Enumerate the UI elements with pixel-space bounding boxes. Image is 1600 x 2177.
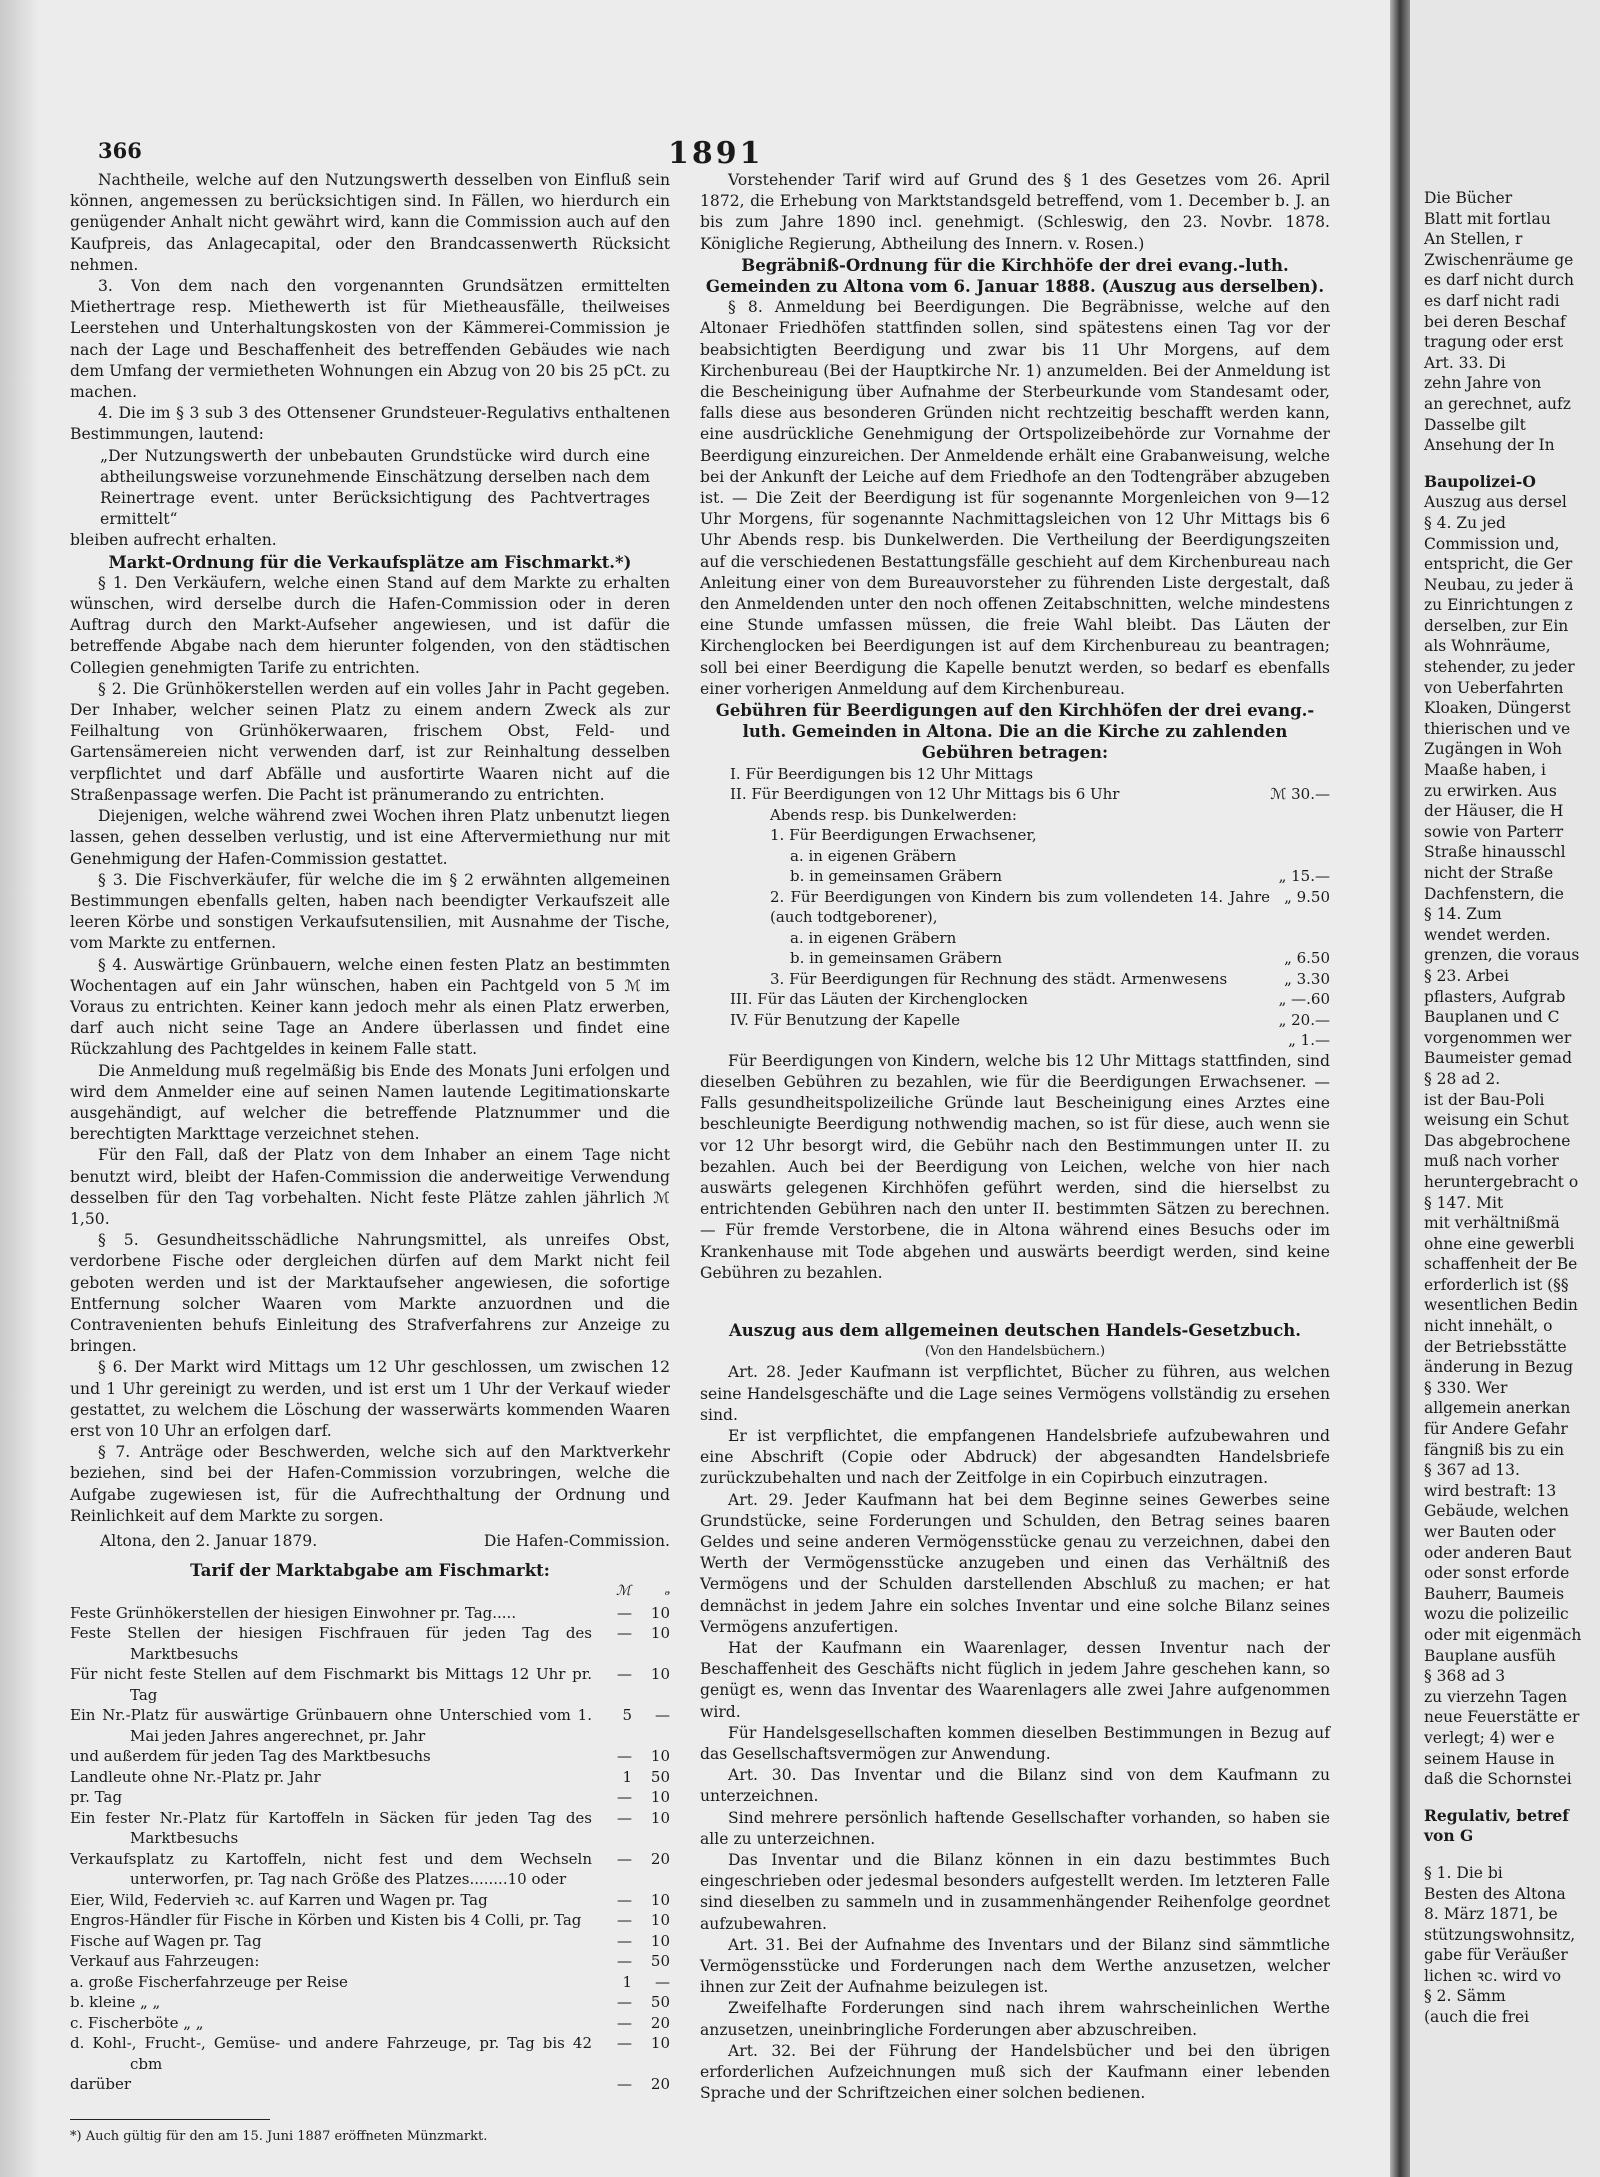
right-page-line: ohne eine gewerbli <box>1424 1234 1575 1253</box>
fees-paragraph: Für Beerdigungen von Kindern, welche bis 12 Uhr Mittags stattfinden, sind dieselben Gebühren zu bezahlen, wie für die Beerdigungen Erwachsener. — Falls gesundheitspolizeiliche Gründe laut Bescheinigung eines Arztes eine beschleunigte Beerdigung nothwendig machen, so ist für diese, auch wenn sie vor 12 Uhr besorgt wird, die Gebühr nach den Bestimmungen unter II. zu bezahlen. Auch bei der Beerdigung von Leichen, welche von hier nach auswärts gelegenen Kirchhöfen geführt werden, sind die hierselbst zu entrichtenden Gebühren nach den unter II. bestimmten Sätzen zu berechnen. — Für fremde Verstorbene, die in Altona während eines Besuchs oder im Krankenhause mit Tode abgehen und auswärts beerdigt werden, sind keine Gebühren zu bezahlen. <box>700 1051 1330 1282</box>
right-page-fragment <box>1410 0 1600 2177</box>
fees-heading: Gebühren für Beerdigungen auf den Kirchhöfen der drei evang.-luth. Gemeinden in Altona. Die an die Kirche zu zahlenden Gebühren betragen: <box>715 701 1315 763</box>
tarif-item: Engros-Händler für Fische in Körben und Kisten bis 4 Colli, pr. Tag <box>70 1911 582 1930</box>
fee-amount: ℳ 30.— <box>1270 785 1330 804</box>
tarif-mark: — <box>617 2013 632 2032</box>
right-page-line <box>1424 1790 1600 1806</box>
tarif-pfennig: 20 <box>650 2075 670 2094</box>
tarif-item: Fische auf Wagen pr. Tag <box>70 1931 262 1950</box>
right-page-line: wendet werden. <box>1424 925 1551 944</box>
right-page-line: thierischen und ve <box>1424 719 1571 738</box>
right-page-line: zehn Jahre von <box>1424 374 1542 393</box>
right-page-line: wesentlichen Bedin <box>1424 1296 1578 1315</box>
tarif-mark: — <box>617 1747 632 1766</box>
tarif-mark: 1 <box>622 1972 632 1991</box>
fee-item: IV. Für Benutzung der Kapelle <box>730 1010 961 1029</box>
tarif-pfennig: 10 <box>650 1808 670 1827</box>
right-page-line: der Betriebsstätte <box>1424 1337 1567 1356</box>
fee-item: a. in eigenen Gräbern <box>790 928 957 947</box>
tarif-pfennig: 10 <box>650 2034 670 2053</box>
fee-item: III. Für das Läuten der Kirchenglocken <box>730 990 1028 1009</box>
fee-item: a. in eigenen Gräbern <box>790 846 957 865</box>
right-page-line: änderung in Bezug <box>1424 1358 1574 1377</box>
right-page-line: es darf nicht radi <box>1424 291 1560 310</box>
tarif-mark: 1 <box>622 1767 632 1786</box>
tarif-item: c. Fischerböte „ „ <box>70 2013 204 2032</box>
tarif-mark: — <box>617 1931 632 1950</box>
right-page-line: sowie von Parterr <box>1424 822 1564 841</box>
right-page-line: Bauplanen und C <box>1424 1008 1560 1027</box>
right-page-line: Kloaken, Düngerst <box>1424 699 1571 718</box>
tarif-item: darüber <box>70 2075 132 2094</box>
tarif-col-mark: ℳ <box>616 1583 631 1600</box>
right-page-line: stehender, zu jeder <box>1424 658 1575 677</box>
tarif-row <box>70 1787 670 1808</box>
hgb-paragraph: Art. 32. Bei der Führung der Handelsbücher und bei den übrigen erforderlichen Aufzeichnungen muß sich der Kaufmann einer lebenden Sprache und der Schriftzeichen einer solchen bedienen. <box>700 2041 1330 2103</box>
tarif-pfennig: 50 <box>650 1952 670 1971</box>
intro-paragraph: Nachtheile, welche auf den Nutzungswerth desselben von Einfluß sein können, angemessen zu berücksichtigen sind. In Fällen, wo hierdurch ein genügender Anhalt nicht gewährt wird, kann die Commission auch auf den Kaufpreis, das Anlagecapital, oder den Brandcassenwerth Rücksicht nehmen. <box>70 171 670 274</box>
fee-amount: „ —.60 <box>1278 990 1330 1009</box>
left-column <box>70 170 670 2147</box>
tarif-pfennig: 50 <box>650 1993 670 2012</box>
hgb-heading: Auszug aus dem allgemeinen deutschen Handels-Gesetzbuch. <box>728 1320 1302 1340</box>
fee-amount: „ 6.50 <box>1284 949 1330 968</box>
hgb-paragraph: Sind mehrere persönlich haftende Gesellschafter vorhanden, so haben sie alle zu unterzeichnen. <box>700 1808 1330 1848</box>
right-page-line: ist der Bau-Poli <box>1424 1090 1545 1109</box>
right-page-line: mit verhältnißmä <box>1424 1214 1560 1233</box>
right-page-line: weisung ein Schut <box>1424 1111 1569 1130</box>
fee-amount: „ 9.50 <box>1284 887 1330 906</box>
tarif-row <box>70 2033 670 2074</box>
hgb-paragraph: Zweifelhafte Forderungen sind nach ihrem wahrscheinlichen Werthe anzusetzen, uneinbringliche Forderungen aber abzuschreiben. <box>700 1999 1330 2039</box>
tarif-row <box>70 1664 670 1705</box>
tarif-approval-note: Vorstehender Tarif wird auf Grund des § 1 des Gesetzes vom 26. April 1872, die Erhebung von Marktstandsgeld betreffend, vom 1. December b. J. an bis zum Jahre 1890 incl. genehmigt. (Schleswig, den 23. Novbr. 1878. Königliche Regierung, Abtheilung des Innern. v. Rosen.) <box>700 171 1330 253</box>
begraebnis-heading: Begräbniß-Ordnung für die Kirchhöfe der drei evang.-luth. Gemeinden zu Altona vom 6. Januar 1888. (Auszug aus derselben). <box>705 255 1325 297</box>
right-page-line: Besten des Altona <box>1424 1884 1566 1903</box>
right-page-line: § 367 ad 13. <box>1424 1461 1520 1480</box>
tarif-mark: — <box>617 1952 632 1971</box>
tarif-pfennig: 10 <box>650 1788 670 1807</box>
right-page-line: § 2. Sämm <box>1424 1987 1506 2006</box>
right-page-line: Bauplane ausfüh <box>1424 1646 1556 1665</box>
signature-line <box>70 1531 670 1552</box>
tarif-item: Ein Nr.-Platz für auswärtige Grünbauern ohne Unterschied vom 1. Mai jeden Jahres angerechnet, pr. Jahr <box>70 1706 592 1745</box>
right-page-line: wozu die polizeilic <box>1424 1605 1569 1624</box>
hgb-paragraph: Art. 28. Jeder Kaufmann ist verpflichtet, Bücher zu führen, aus welchen seine Handelsgeschäfte und die Lage seines Vermögens vollständig zu ersehen sind. <box>700 1363 1330 1424</box>
tarif-mark: — <box>617 1665 632 1684</box>
tarif-row <box>70 1931 670 1952</box>
year-header: 1891 <box>668 136 764 171</box>
right-page-line: 8. März 1871, be <box>1424 1905 1558 1924</box>
right-page-line: Zugängen in Woh <box>1424 740 1562 759</box>
begraebnis-paragraph: § 8. Anmeldung bei Beerdigungen. Die Begräbnisse, welche auf den Altonaer Friedhöfen stattfinden sollen, sind spätestens einen Tag vor der beabsichtigten Beerdigung und zwar bis 11 Uhr Morgens, auf dem Kirchenbureau (Bei der Hauptkirche Nr. 1) anzumelden. Bei der Anmeldung ist die Bescheinigung über Aufnahme der Sterbeurkunde vom Standesamt oder, falls diese aus besonderen Gründen nicht rechtzeitig beschafft werden kann, eine ausdrückliche Genehmigung der Ortspolizeibehörde zur Vornahme der Beerdigung einzureichen. Der Anmeldende erhält eine Grabanweisung, welche bei der Ankunft der Leiche auf dem Friedhofe an den Todtengräber abzugeben ist. — Die Zeit der Beerdigung ist für sogenannte Morgenleichen von 9—12 Uhr Morgens, für sogenannte Nachmittagsleichen von 12 Uhr Mittags bis 6 Uhr Abends resp. bis Dunkelwerden. Die Vertheilung der Beerdigungszeiten auf die verschiedenen Bestattungsfälle geschieht auf dem Kirchenbureau nach Anleitung einer von dem Bureauvorsteher zu führenden Liste dergestalt, daß den Anmeldenden unter den noch offenen Zeitabschnitten, welche mindestens eine Stunde umfassen müssen, die freie Wahl bleibt. Das Läuten der Kirchenglocken bei Beerdigungen ist auf dem Kirchenbureau zu beantragen; soll bei einer Beerdigung die Kapelle benutzt werden, so bedarf es ebenfalls einer vorherigen Anmeldung auf dem Kirchenbureau. <box>700 298 1330 698</box>
tarif-item: Feste Grünhökerstellen der hiesigen Einwohner pr. Tag..... <box>70 1603 517 1622</box>
right-page-line: neue Feuerstätte er <box>1424 1708 1580 1727</box>
fee-row <box>700 989 1330 1010</box>
tarif-row <box>70 1849 670 1890</box>
markt-paragraph: § 7. Anträge oder Beschwerden, welche sich auf den Marktverkehr beziehen, sind bei der Hafen-Commission vorzubringen, welche die Aufgabe zugewiesen ist, für die Aufrechthaltung der Ordnung und Reinlichkeit auf dem Markte zu sorgen. <box>70 1443 670 1525</box>
intro-paragraph: 4. Die im § 3 sub 3 des Ottensener Grundsteuer-Regulativs enthaltenen Bestimmungen, lautend: <box>70 404 670 444</box>
tarif-pfennig: 50 <box>650 1767 670 1786</box>
fee-row <box>700 764 1330 785</box>
tarif-mark: — <box>617 1993 632 2012</box>
right-page-line: gabe für Veräußer <box>1424 1946 1568 1965</box>
tarif-pfennig: 10 <box>650 1624 670 1643</box>
fee-row <box>700 928 1330 949</box>
right-page-line: entspricht, die Ger <box>1424 555 1573 574</box>
fee-amount: „ 15.— <box>1278 867 1330 886</box>
right-page-line: oder anderen Baut <box>1424 1543 1572 1562</box>
right-page-line: Zwischenräume ge <box>1424 250 1574 269</box>
tarif-pfennig: — <box>655 1972 670 1991</box>
right-page-line: tragung oder erst <box>1424 333 1564 352</box>
right-page-line: Dachfenstern, die <box>1424 884 1564 903</box>
right-page-lines <box>1424 188 1600 2028</box>
markt-ordnung-paragraphs <box>70 573 670 1527</box>
right-page-line: zu erwirken. Aus <box>1424 781 1557 800</box>
tarif-item: Verkauf aus Fahrzeugen: <box>70 1952 260 1971</box>
right-page-line: heruntergebracht o <box>1424 1172 1579 1191</box>
right-page-line: nicht innehält, o <box>1424 1317 1553 1336</box>
hgb-paragraph: Art. 31. Bei der Aufnahme des Inventars und der Bilanz sind sämmtliche Vermögensstücke und Forderungen nach dem Werthe anzusetzen, welcher ihnen zur Zeit der Aufnahme beizulegen ist. <box>700 1935 1330 1997</box>
markt-paragraph: Diejenigen, welche während zwei Wochen ihren Platz unbenutzt liegen lassen, gehen desselben verlustig, und ist eine Aftervermiethung nur mit Genehmigung der Hafen-Commission gestattet. <box>70 807 670 868</box>
hgb-paragraph: Art. 29. Jeder Kaufmann hat bei dem Beginne seines Gewerbes seine Grundstücke, seine Forderungen und Schulden, den Betrag seines baaren Geldes und seine anderen Vermögensstücke genau zu verzeichnen, dabei den Werth der Vermögensstücke anzugeben und einen das Verhältniß des Vermögens und der Schulden darstellenden Abschluß zu machen; er hat demnächst in jedem Jahre ein solches Inventar und eine solche Bilanz seines Vermögens anzufertigen. <box>700 1490 1330 1636</box>
right-page-line: seinem Hause in <box>1424 1749 1555 1768</box>
fee-row <box>700 846 1330 867</box>
right-page-line: Straße hinausschl <box>1424 843 1566 862</box>
hgb-paragraph: Hat der Kaufmann ein Waarenlager, dessen Inventur nach der Beschaffenheit des Geschäfts nicht füglich in jedem Jahre geschehen kann, so genügt es, wenn das Inventar des Waarenlagers alle zwei Jahre aufgenommen wird. <box>700 1638 1330 1721</box>
fee-item: 2. Für Beerdigungen von Kindern bis zum vollendeten 14. Jahre (auch todtgeborener), <box>770 887 1270 927</box>
book-gutter <box>1390 0 1410 2177</box>
right-page-line: derselben, zur Ein <box>1424 616 1569 635</box>
right-page-line: (auch die frei <box>1424 2008 1530 2027</box>
tarif-row <box>70 1972 670 1993</box>
tarif-row <box>70 2013 670 2034</box>
right-page-line <box>1424 1847 1600 1863</box>
right-page-line: Blatt mit fortlau <box>1424 209 1551 228</box>
fee-item: b. in gemeinsamen Gräbern <box>790 949 1002 968</box>
tarif-row <box>70 1992 670 2013</box>
hgb-paragraph: Das Inventar und die Bilanz können in ein dazu bestimmtes Buch eingeschrieben oder jedesmal besonders aufgestellt werden. Im letzteren Falle sind dieselben zu sammeln und in zusammenhängender Reihenfolge geordnet aufzubewahren. <box>700 1851 1330 1933</box>
tarif-item: Landleute ohne Nr.-Platz pr. Jahr <box>70 1767 321 1786</box>
tarif-item: Verkaufsplatz zu Kartoffeln, nicht fest und dem Wechseln unterworfen, pr. Tag nach Größe des Platzes........10 oder <box>70 1849 592 1889</box>
fee-amount: „ 20.— <box>1278 1010 1330 1029</box>
right-page-line: bei deren Beschaf <box>1424 312 1566 331</box>
fee-row <box>700 784 1330 805</box>
markt-paragraph: Die Anmeldung muß regelmäßig bis Ende des Monats Juni erfolgen und wird dem Anmelder eine auf seinen Namen lautende Legitimationskarte ausgehändigt, auf welcher die betreffende Platznummer und die berechtigten Markttage verzeichnet stehen. <box>70 1061 670 1144</box>
right-page-line: erforderlich ist (§§ <box>1424 1275 1569 1294</box>
right-page-line: Art. 33. Di <box>1424 353 1506 372</box>
tarif-row <box>70 1890 670 1911</box>
markt-paragraph: § 1. Den Verkäufern, welche einen Stand auf dem Markte zu erhalten wünschen, wird derselbe durch die Hafen-Commission oder in deren Auftrag durch den Markt-Aufseher angewiesen, und ist dafür die betreffende Abgabe nach dem hierunter folgenden, von den städtischen Collegien genehmigten Tarife zu entrichten. <box>70 573 670 677</box>
tarif-pfennig: — <box>655 1706 670 1725</box>
tarif-item: a. große Fischerfahrzeuge per Reise <box>70 1972 348 1991</box>
tarif-item: und außerdem für jeden Tag des Marktbesuchs <box>70 1747 431 1766</box>
right-page-line: An Stellen, r <box>1424 230 1523 249</box>
fee-item: 1. Für Beerdigungen Erwachsener, <box>770 826 1037 845</box>
fee-item: I. Für Beerdigungen bis 12 Uhr Mittags <box>730 764 1034 783</box>
fees-table <box>700 764 1330 1051</box>
fee-row <box>700 969 1330 990</box>
tarif-pfennig: 10 <box>650 1603 670 1622</box>
quote-tail: bleiben aufrecht erhalten. <box>70 531 277 550</box>
fee-row <box>700 887 1330 928</box>
signature-place-date: Altona, den 2. Januar 1879. <box>100 1532 318 1550</box>
right-page-line: § 1. Die bi <box>1424 1863 1503 1882</box>
right-page-line: für Andere Gefahr <box>1424 1420 1568 1439</box>
tarif-table <box>70 1603 670 2095</box>
hgb-paragraphs <box>700 1362 1330 2104</box>
fee-row <box>700 825 1330 846</box>
right-page-line: grenzen, die voraus <box>1424 946 1580 965</box>
tarif-row <box>70 1603 670 1624</box>
right-page-line: § 14. Zum <box>1424 905 1502 924</box>
tarif-mark: — <box>617 1849 632 1868</box>
regulativ-quote: „Der Nutzungswerth der unbebauten Grundstücke wird durch eine abtheilungsweise vorzunehmende Einschätzung derselben nach dem Reinertrage event. unter Berücksichtigung des Pachtvertrages ermittelt“ <box>100 446 650 529</box>
right-page-line: Ansehung der In <box>1424 436 1555 455</box>
tarif-row <box>70 1623 670 1664</box>
tarif-row <box>70 1705 670 1746</box>
tarif-row <box>70 1808 670 1849</box>
markt-paragraph: § 3. Die Fischverkäufer, für welche die im § 2 erwähnten allgemeinen Bestimmungen ebenfalls gelten, haben nach beendigter Verkaufszeit alle leeren Körbe und sonstigen Verkaufsutensilien, mit Ausnahme der Tische, vom Markte zu entfernen. <box>70 870 670 953</box>
right-page-line: stützungswohnsitz, <box>1424 1925 1576 1944</box>
right-page-line: Das abgebrochene <box>1424 1131 1571 1150</box>
markt-paragraph: § 6. Der Markt wird Mittags um 12 Uhr geschlossen, um zwischen 12 und 1 Uhr gereinigt zu werden, und ist erst um 1 Uhr der Verkauf wieder gestattet, zu welchem die Löschung der wasserwärts kommenden Waaren erst von 10 Uhr an erfolgen darf. <box>70 1358 670 1440</box>
right-page-line <box>1424 456 1600 472</box>
tarif-pfennig: 10 <box>650 1911 670 1930</box>
tarif-mark: — <box>617 1808 632 1827</box>
tarif-item: d. Kohl-, Frucht-, Gemüse- und andere Fahrzeuge, pr. Tag bis 42 cbm <box>70 2034 592 2073</box>
footnote: *) Auch gültig für den am 15. Juni 1887 eröffneten Münzmarkt. <box>70 2128 488 2144</box>
left-intro <box>70 170 670 446</box>
tarif-pfennig: 20 <box>650 2013 670 2032</box>
right-page-line: § 368 ad 3 <box>1424 1667 1506 1686</box>
right-page-line: § 330. Wer <box>1424 1378 1508 1397</box>
hgb-subheading: (Von den Handelsbüchern.) <box>924 1344 1106 1360</box>
right-page-line: daß die Schornstei <box>1424 1770 1572 1789</box>
footnote-rule <box>70 2119 270 2120</box>
right-page-line: Baumeister gemad <box>1424 1049 1573 1068</box>
tarif-mark: — <box>617 1911 632 1930</box>
right-page-line: allgemein anerkan <box>1424 1399 1571 1418</box>
fee-row <box>700 1030 1330 1051</box>
right-page-line: oder mit eigenmäch <box>1424 1625 1582 1644</box>
tarif-item: pr. Tag <box>70 1788 123 1807</box>
right-page-line: § 28 ad 2. <box>1424 1069 1501 1088</box>
right-page-line: lichen ꝛc. wird vo <box>1424 1966 1562 1985</box>
right-page-line: § 23. Arbei <box>1424 966 1509 985</box>
right-page-line: vorgenommen wer <box>1424 1028 1572 1047</box>
right-page-line: fängniß bis zu ein <box>1424 1440 1565 1459</box>
right-page-line: nicht der Straße <box>1424 864 1554 882</box>
right-page-line: Commission und, <box>1424 534 1560 553</box>
tarif-mark: — <box>617 1890 632 1909</box>
tarif-pfennig: 10 <box>650 1665 670 1684</box>
markt-paragraph: § 5. Gesundheitsschädliche Nahrungsmittel, als unreifes Obst, verdorbene Fische oder dergleichen dürfen auf dem Markt nicht feil geboten werden und ist der Marktaufseher angewiesen, die sofortige Entfernung solcher Waaren vom Markte anzuordnen und die Contravenienten behufs Einleitung des Strafverfahrens zur Anzeige zu bringen. <box>70 1231 670 1356</box>
right-page-line: an gerechnet, aufz <box>1424 394 1571 413</box>
tarif-col-pfennig: ₔ <box>664 1583 670 1600</box>
right-page-line: Neubau, zu jeder ä <box>1424 575 1574 594</box>
right-page-line: Die Bücher <box>1424 189 1513 207</box>
page-number: 366 <box>98 138 142 163</box>
right-page-line: Maaße haben, i <box>1424 761 1546 780</box>
right-page-line: zu Einrichtungen z <box>1424 596 1573 615</box>
fee-row <box>700 948 1330 969</box>
right-page-line: pflasters, Aufgrab <box>1424 987 1566 1006</box>
right-page-line: oder sonst erforde <box>1424 1564 1570 1583</box>
right-page-line: schaffenheit der Be <box>1424 1255 1578 1274</box>
fee-amount: „ 1.— <box>1288 1031 1330 1050</box>
tarif-pfennig: 10 <box>650 1931 670 1950</box>
intro-paragraph: 3. Von dem nach den vorgenannten Grundsätzen ermittelten Miethertrage resp. Miethewerth ist für Mietheausfälle, theilweises Leerstehen und Unterhaltungskosten von der Kämmerei-Commission je nach der Lage und Beschaffenheit des betreffenden Gebäudes wie nach dem Umfang der vermietheten Wohnungen ein Abzug von 20 bis 25 pCt. zu machen. <box>70 277 670 402</box>
tarif-mark: — <box>617 1624 632 1643</box>
tarif-mark: — <box>617 1788 632 1807</box>
tarif-heading: Tarif der Marktabgabe am Fischmarkt: <box>190 1561 550 1581</box>
right-page-line: Gebäude, welchen <box>1424 1502 1569 1521</box>
tarif-row <box>70 2074 670 2095</box>
hgb-paragraph: Für Handelsgesellschaften kommen dieselben Bestimmungen in Bezug auf das Gesellschaftsvermögen zur Anwendung. <box>700 1723 1330 1763</box>
tarif-row <box>70 1910 670 1931</box>
markt-paragraph: § 2. Die Grünhökerstellen werden auf ein volles Jahr in Pacht gegeben. Der Inhaber, welcher seinen Platz zu einem andern Zweck als zur Feilhaltung von Grünhökerwaaren, frischem Obst, Feld- und Gartensämereien nicht verwenden darf, ist zur Reinhaltung desselben verpflichtet und darf Abfälle und ausfortirte Waaren nicht auf die Straßenpassage werfen. Die Pacht ist pränumerando zu entrichten. <box>70 679 670 804</box>
markt-ordnung-heading: Markt-Ordnung für die Verkaufsplätze am Fischmarkt.*) <box>108 552 632 572</box>
middle-column <box>700 170 1330 2104</box>
tarif-item: Ein fester Nr.-Platz für Kartoffeln in Säcken für jeden Tag des Marktbesuchs <box>70 1808 592 1848</box>
right-page-line: wer Bauten oder <box>1424 1523 1556 1541</box>
hgb-paragraph: Art. 30. Das Inventar und die Bilanz sind von dem Kaufmann zu unterzeichnen. <box>700 1766 1330 1806</box>
right-page-line: von Ueberfahrten <box>1424 678 1564 697</box>
tarif-pfennig: 10 <box>650 1890 670 1909</box>
right-page-line: von G <box>1424 1826 1474 1846</box>
fee-item: Abends resp. bis Dunkelwerden: <box>770 805 1017 824</box>
tarif-mark: — <box>617 2075 632 2094</box>
right-page-line: wird bestraft: 13 <box>1424 1481 1557 1500</box>
tarif-row <box>70 1951 670 1972</box>
tarif-item: Eier, Wild, Federvieh ꝛc. auf Karren und Wagen pr. Tag <box>70 1890 488 1909</box>
tarif-row <box>70 1767 670 1788</box>
tarif-column-headers <box>70 1581 670 1602</box>
right-page-line: es darf nicht durch <box>1424 271 1575 290</box>
tarif-item: b. kleine „ „ <box>70 1993 161 2012</box>
right-page-line: Dasselbe gilt <box>1424 415 1526 434</box>
markt-paragraph: Für den Fall, daß der Platz von dem Inhaber an einem Tage nicht benutzt wird, bleibt der Hafen-Commission die anderweitige Verwendung desselben für den Tag vorbehalten. Nicht feste Plätze zahlen jährlich ℳ 1,50. <box>70 1146 670 1228</box>
hgb-paragraph: Er ist verpflichtet, die empfangenen Handelsbriefe aufzubewahren und eine Abschrift (Copie oder Abdruck) der abgesandten Handelsbriefe zurückzubehalten und nach der Zeitfolge in ein Copirbuch einzutragen. <box>700 1426 1330 1488</box>
right-page-line: muß nach vorher <box>1424 1152 1559 1171</box>
tarif-pfennig: 10 <box>650 1747 670 1766</box>
fee-amount: „ 3.30 <box>1284 969 1330 988</box>
tarif-mark: — <box>617 2034 632 2053</box>
fee-item: II. Für Beerdigungen von 12 Uhr Mittags bis 6 Uhr <box>730 785 1120 804</box>
fee-item: b. in gemeinsamen Gräbern <box>790 867 1002 886</box>
fee-row <box>700 1010 1330 1031</box>
tarif-row <box>70 1746 670 1767</box>
right-page-line: zu vierzehn Tagen <box>1424 1687 1568 1706</box>
signature-authority: Die Hafen-Commission. <box>483 1532 670 1550</box>
tarif-item: Für nicht feste Stellen auf dem Fischmarkt bis Mittags 12 Uhr pr. Tag <box>70 1665 592 1704</box>
right-page-line: § 147. Mit <box>1424 1193 1504 1212</box>
right-page-line: verlegt; 4) wer e <box>1424 1728 1555 1747</box>
right-page-line: Auszug aus dersel <box>1424 493 1567 512</box>
right-page-line: als Wohnräume, <box>1424 637 1551 656</box>
right-page-line: § 4. Zu jed <box>1424 513 1506 532</box>
fee-row <box>700 866 1330 887</box>
tarif-mark: — <box>617 1603 632 1622</box>
markt-paragraph: § 4. Auswärtige Grünbauern, welche einen festen Platz an bestimmten Wochentagen auf ein Jahr wünschen, haben ein Pachtgeld von 5 ℳ im Voraus zu entrichten. Keiner kann jedoch mehr als einen Platz erwerben, darf auch nicht seine Tage an Andere überlassen und findet eine Rückzahlung des Pachtgeldes in keinem Falle statt. <box>70 955 670 1059</box>
right-page-line: der Häuser, die H <box>1424 802 1564 821</box>
fee-row <box>700 805 1330 826</box>
right-page-line: Bauherr, Baumeis <box>1424 1584 1565 1603</box>
tarif-mark: 5 <box>622 1706 632 1725</box>
tarif-pfennig: 20 <box>650 1849 670 1868</box>
right-page-line: Regulativ, betref <box>1424 1805 1569 1825</box>
right-page-line: Baupolizei-O <box>1424 471 1536 491</box>
fee-item: 3. Für Beerdigungen für Rechnung des städt. Armenwesens <box>770 969 1228 988</box>
tarif-item: Feste Stellen der hiesigen Fischfrauen für jeden Tag des Marktbesuchs <box>70 1624 592 1663</box>
